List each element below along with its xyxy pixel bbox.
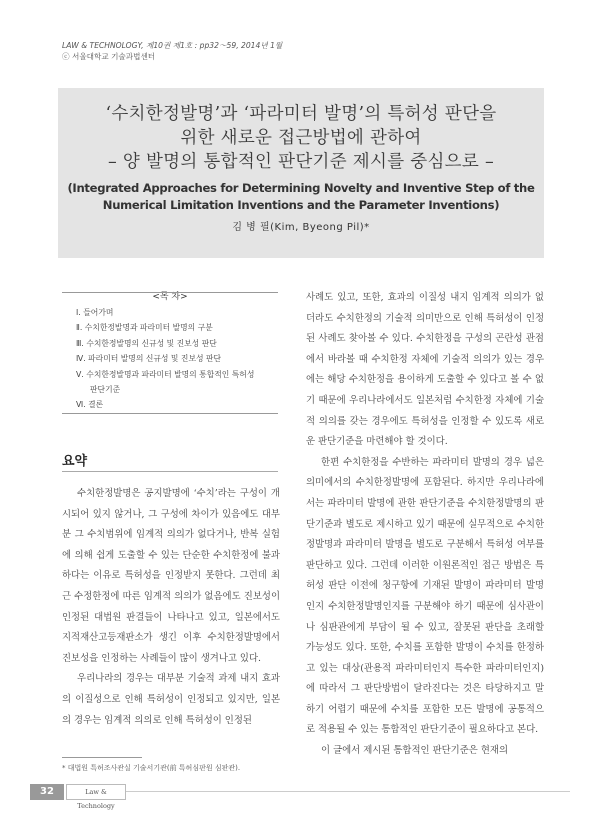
title-ko-line1: ‘수치한정발명’과 ‘파라미터 발명’의 특허성 판단을 bbox=[105, 104, 497, 124]
body-paragraph: 이 글에서 제시된 통합적인 판단기준은 현재의 bbox=[321, 745, 509, 757]
footer bbox=[30, 784, 570, 810]
abstract-heading: 요약 bbox=[62, 454, 88, 469]
footnote-rule bbox=[62, 757, 142, 758]
toc-item: 판단기준 bbox=[90, 385, 121, 395]
publisher-line: ⓒ 서울대학교 기술과법센터 bbox=[62, 52, 156, 61]
body-paragraph: 사례도 있고, 또한, 효과의 이질성 내지 임계적 의의가 없더라도 수치한정의 기술적 의미만으로 인해 특허성이 인정된 사례도 찾아볼 수 있다. 수치한정을 구성의 곤란성 관점에서 바라볼 때 수치한정 자체에 기술적 의의가 있는 경우에는 해당 수치한정을 용이하게 도출할 수 있다고 볼 수 없기 때문에 우리나라에서도 일본처럼 수치한정 자체에 기술적 의의를 갖는 경우에도 특허성을 인정할 수 있도록 새로운 판단기준을 마련해야 할 것이다. bbox=[306, 292, 544, 448]
abstract-divider bbox=[62, 471, 278, 472]
author-line: 김 병 필(Kim, Byeong Pil)* bbox=[232, 222, 370, 233]
toc-heading-text: <목 차> bbox=[147, 292, 192, 302]
journal-header bbox=[62, 40, 282, 62]
journal-citation: LAW & TECHNOLOGY, 제10권 제1호 : pp32～59, 2014년 1월 bbox=[62, 41, 283, 50]
page-number: 32 bbox=[30, 784, 64, 800]
title-ko-line3: – 양 발명의 통합적인 판단기준 제시를 중심으로 – bbox=[107, 152, 495, 172]
toc-item: Ⅵ. 결론 bbox=[76, 400, 104, 410]
toc-item: Ⅴ. 수치한정발명과 파라미터 발명의 통합적인 특허성 bbox=[76, 369, 255, 379]
footer-rule bbox=[126, 791, 570, 792]
body-paragraph: 한편 수치한정을 수반하는 파라미터 발명의 경우 넓은 의미에서의 수치한정발명에 포함된다. 하지만 우리나라에서는 파라미터 발명에 관한 판단기준을 수치한정발명의 판단기준과 별도로 제시하고 있기 때문에 실무적으로 수치한정발명과 파라미터 발명을 별도로 구분해서 특허성 여부를 판단하고 있다. 그런데 이러한 이원론적인 접근 방법은 특허성 판단 이전에 청구항에 기재된 발명이 파라미터 발명인지 수치한정발명인지를 구분해야 하기 때문에 심사관이나 심판관에게 부담이 될 수 있고, 잘못된 판단을 초래할 가능성도 있다. 또한, 수치를 포함한 발명이 수치를 한정하고 있는 대상(관용적 파라미터인지 특수한 파라미터인지)에 따라서 그 판단방법이 달라진다는 것은 타당하지고 말하기 어렵기 때문에 수치를 포함한 모든 발명에 공통적으로 적용될 수 있는 통합적인 판단기준이 필요하다고 본다. bbox=[306, 456, 544, 736]
title-en-line2: Numerical Limitation Inventions and the Parameter Inventions) bbox=[102, 198, 500, 212]
table-of-contents bbox=[62, 292, 278, 414]
toc-item: Ⅰ. 들어가며 bbox=[76, 308, 114, 317]
footnote: * 대법원 특허조사관실 기술서기관(前 특허심판원 심판관). bbox=[62, 764, 241, 772]
footer-journal-name: Law & Technology bbox=[66, 784, 126, 800]
toc-item: Ⅱ. 수치한정발명과 파라미터 발명의 구분 bbox=[76, 323, 213, 333]
abstract-paragraph: 우리나라의 경우는 대부분 기술적 과제 내지 효과의 이질성으로 인해 특허성이 인정되고 있지만, 일본의 경우는 임계적 의의로 인해 특허성이 인정된 bbox=[62, 673, 280, 726]
right-column bbox=[306, 288, 544, 762]
abstract-paragraph: 수치한정발명은 공지발명에 ‘수치’라는 구성이 개시되어 있지 않거나, 그 구성에 차이가 있음에도 대부분 그 수치범위에 임계적 의의가 없다거나, 반복 실험에 의해 쉽게 도출할 수 있는 단순한 수치한정에 불과하다는 이유로 특허성을 인정받지 못한다. 그런데 최근 수정한정에 따른 임계적 의의가 없음에도 진보성이 인정된 대법원 판결들이 나타나고 있고, 일본에서도 지적재산고등재판소가 생긴 이후 수치한정발명에서 진보성을 인정하는 사례들이 많이 생겨나고 있다. bbox=[62, 488, 280, 664]
title-en-line1: (Integrated Approaches for Determining Novelty and Inventive Step of the bbox=[67, 181, 535, 195]
toc-item: Ⅲ. 수치한정발명의 신규성 및 진보성 판단 bbox=[76, 338, 217, 348]
left-column bbox=[62, 484, 280, 731]
toc-item: Ⅳ. 파라미터 발명의 신규성 및 진보성 판단 bbox=[76, 354, 222, 364]
title-ko-line2: 위한 새로운 접근방법에 관하여 bbox=[180, 128, 422, 148]
